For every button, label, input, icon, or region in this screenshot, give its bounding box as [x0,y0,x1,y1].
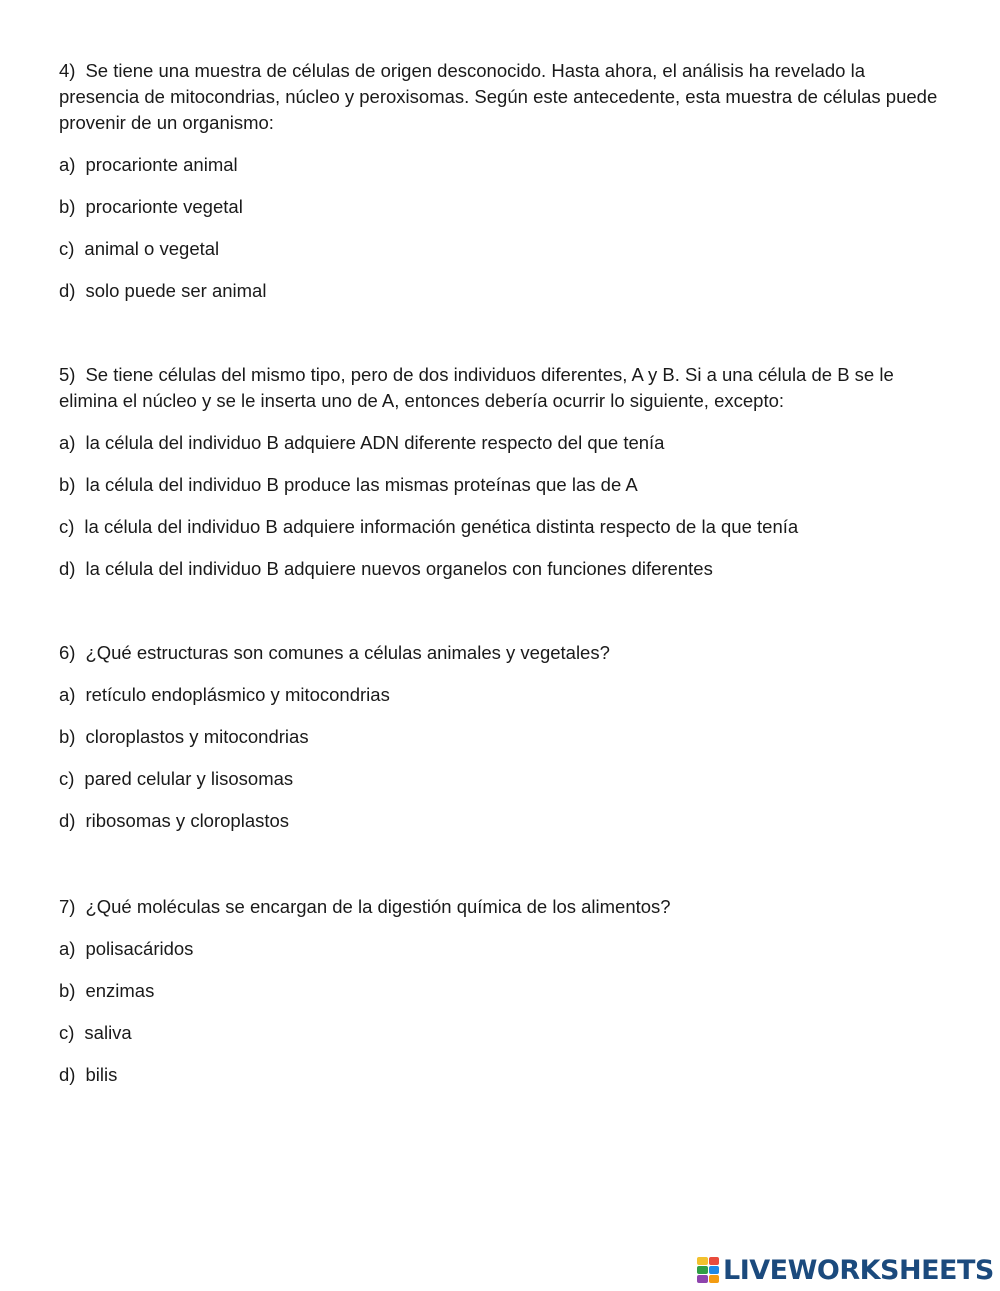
option-letter: d) [59,280,76,301]
option-letter: b) [59,726,76,747]
question-7 [59,894,939,1088]
question-7-option-d[interactable] [59,1062,939,1088]
option-text: procarionte vegetal [85,196,243,217]
question-7-stem [59,894,939,920]
liveworksheets-logo[interactable] [697,1254,994,1286]
question-4-option-c[interactable] [59,236,939,262]
option-letter: d) [59,558,76,579]
question-5-option-c[interactable] [59,514,939,540]
option-text: la célula del individuo B adquiere ADN diferente respecto del que tenía [85,432,665,453]
option-text: la célula del individuo B adquiere información genética distinta respecto de la que tenía [84,516,799,537]
question-6-option-d[interactable] [59,808,939,834]
liveworksheets-logo-icon [697,1257,719,1283]
question-7-option-b[interactable] [59,978,939,1004]
option-text: bilis [85,1064,118,1085]
question-4-option-a[interactable] [59,152,939,178]
option-text: la célula del individuo B adquiere nuevos organelos con funciones diferentes [85,558,713,579]
question-5-option-b[interactable] [59,472,939,498]
logo-tile [697,1257,708,1265]
question-6-option-b[interactable] [59,724,939,750]
option-text: la célula del individuo B produce las mismas proteínas que las de A [85,474,638,495]
question-6 [59,640,939,834]
question-7-number: 7) [59,896,76,917]
question-5-option-a[interactable] [59,430,939,456]
option-letter: a) [59,432,76,453]
question-6-option-a[interactable] [59,682,939,708]
option-text: enzimas [85,980,155,1001]
option-letter: d) [59,1064,76,1085]
option-text: animal o vegetal [84,238,220,259]
logo-tile [697,1266,708,1274]
option-letter: c) [59,516,75,537]
question-5-number: 5) [59,364,76,385]
question-6-text: ¿Qué estructuras son comunes a células animales y vegetales? [85,642,610,663]
option-text: retículo endoplásmico y mitocondrias [85,684,390,705]
option-letter: b) [59,474,76,495]
option-letter: c) [59,1022,75,1043]
question-5-option-d[interactable] [59,556,939,582]
logo-tile [697,1275,708,1283]
option-text: solo puede ser animal [85,280,267,301]
logo-tile [709,1257,720,1265]
logo-tile [709,1275,720,1283]
option-letter: c) [59,238,75,259]
option-letter: a) [59,938,76,959]
question-4-option-d[interactable] [59,278,939,304]
option-letter: b) [59,196,76,217]
option-text: saliva [84,1022,132,1043]
question-7-option-c[interactable] [59,1020,939,1046]
option-text: cloroplastos y mitocondrias [85,726,309,747]
option-letter: c) [59,768,75,789]
option-text: pared celular y lisosomas [84,768,294,789]
question-4-text: Se tiene una muestra de células de origen desconocido. Hasta ahora, el análisis ha revelado la presencia de mitocondrias, núcleo y peroxisomas. Según este antecedente, esta muestra de células puede provenir de un organismo: [59,60,938,133]
question-4 [59,58,939,304]
question-4-number: 4) [59,60,76,81]
option-text: polisacáridos [85,938,194,959]
question-4-stem [59,58,939,136]
question-7-text: ¿Qué moléculas se encargan de la digestión química de los alimentos? [85,896,671,917]
question-5-text: Se tiene células del mismo tipo, pero de dos individuos diferentes, A y B. Si a una célula de B se le elimina el núcleo y se le inserta uno de A, entonces debería ocurrir lo siguiente, excepto: [59,364,894,411]
option-letter: a) [59,684,76,705]
question-6-option-c[interactable] [59,766,939,792]
question-4-option-b[interactable] [59,194,939,220]
question-7-option-a[interactable] [59,936,939,962]
option-letter: a) [59,154,76,175]
question-5 [59,362,939,582]
question-6-number: 6) [59,642,76,663]
option-letter: b) [59,980,76,1001]
question-6-stem [59,640,939,666]
logo-text: LIVEWORKSHEETS [723,1254,994,1286]
option-letter: d) [59,810,76,831]
option-text: procarionte animal [85,154,238,175]
option-text: ribosomas y cloroplastos [85,810,290,831]
logo-tile [709,1266,720,1274]
question-5-stem [59,362,939,414]
